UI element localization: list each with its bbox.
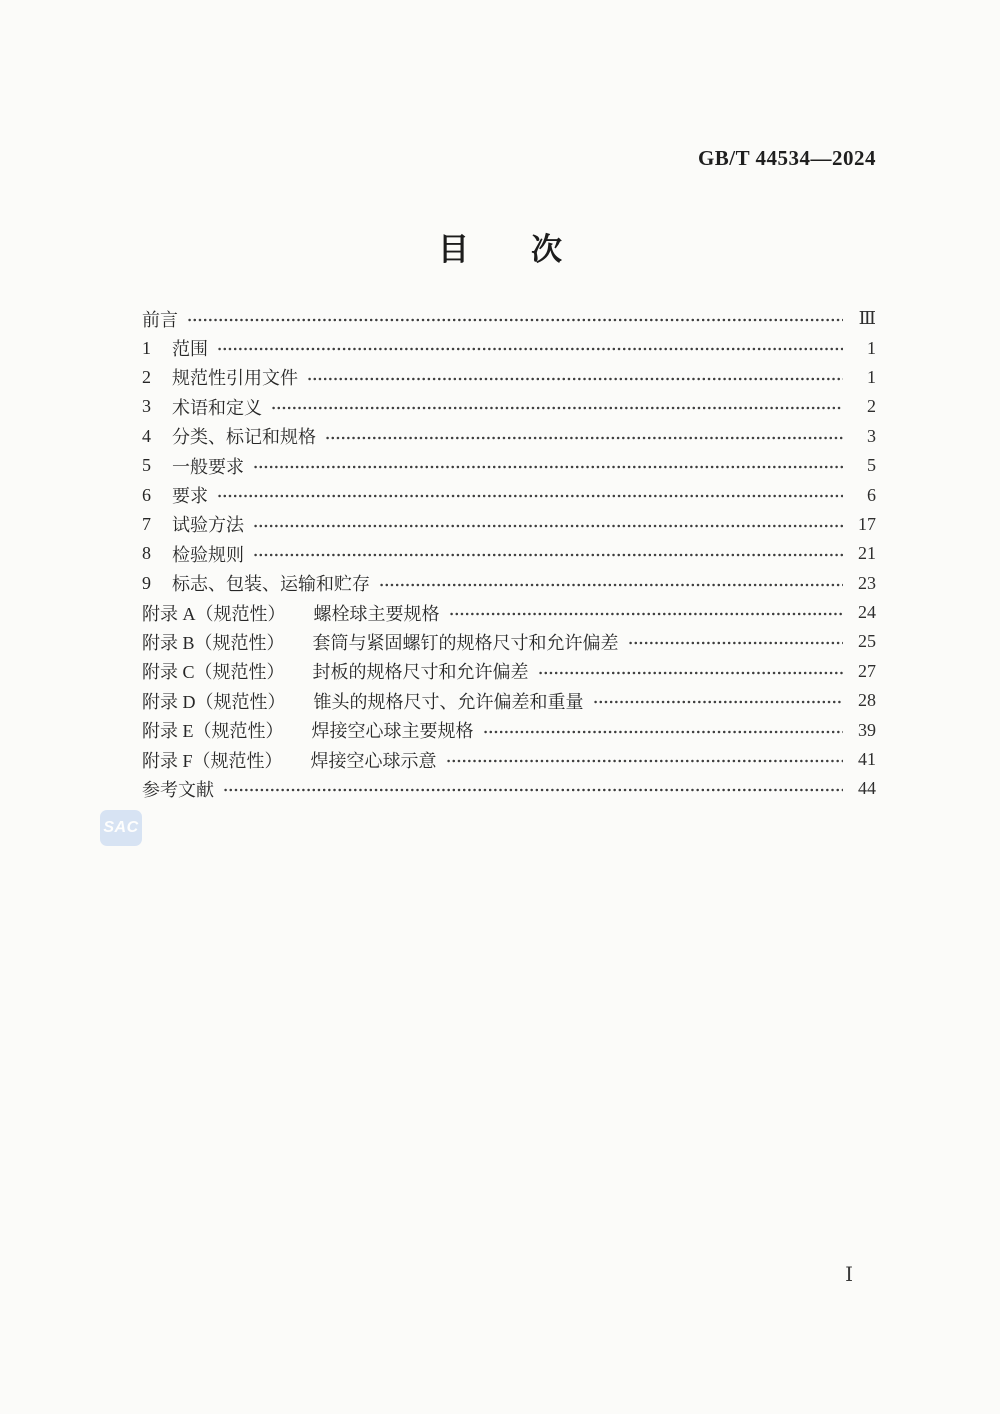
dot-leader (628, 627, 843, 656)
toc-entry-label: 参考文献 (142, 779, 214, 800)
sac-watermark-logo: SAC (100, 810, 142, 846)
toc-entry-label: 焊接空心球主要规格 (311, 721, 474, 742)
toc-entry-label: 规范性引用文件 (172, 368, 298, 389)
toc-entry-prefix: 9 (142, 572, 151, 593)
toc-entry-label: 范围 (172, 339, 208, 360)
toc-entry-prefix: 6 (142, 484, 151, 505)
toc-entry-prefix: 附录 E（规范性） (142, 721, 284, 742)
toc-entry-label: 锥头的规格尺寸、允许偏差和重量 (313, 691, 584, 712)
toc-entry-page: 17 (858, 513, 876, 534)
toc-entry (142, 480, 876, 509)
toc-entry-page: 1 (867, 366, 876, 387)
dot-leader (271, 392, 843, 421)
toc-entry-label: 螺栓球主要规格 (313, 603, 440, 624)
toc-entry-page: 3 (867, 425, 876, 446)
toc-entry-label: 套筒与紧固螺钉的规格尺寸和允许偏差 (312, 632, 619, 653)
toc-entry-prefix: 3 (142, 396, 151, 417)
toc-entry-page: 27 (858, 660, 876, 681)
dot-leader (538, 657, 843, 686)
toc-entry-prefix: 8 (142, 543, 151, 564)
toc-entry-label: 焊接空心球示意 (310, 750, 437, 771)
toc-entry-prefix: 1 (142, 337, 151, 358)
toc-entry (142, 363, 876, 392)
toc-entry-page: 1 (867, 337, 876, 358)
toc-entry-prefix: 附录 D（规范性） (142, 691, 286, 712)
dot-leader (253, 510, 843, 539)
toc-entry (142, 333, 876, 362)
toc-entry (142, 569, 876, 598)
dot-leader (379, 569, 843, 598)
toc-entry-page: 21 (858, 543, 876, 564)
toc-entry-page: 44 (858, 778, 876, 799)
toc-entry (142, 598, 876, 627)
toc-entry-page: 39 (858, 719, 876, 740)
dot-leader (325, 422, 843, 451)
dot-leader (253, 451, 843, 480)
toc-entry-prefix: 附录 C（规范性） (142, 662, 285, 683)
toc-entry-prefix: 4 (142, 425, 151, 446)
toc-entry (142, 715, 876, 744)
toc-entry (142, 745, 876, 774)
toc-entry-label: 分类、标记和规格 (172, 427, 316, 448)
toc-entry (142, 392, 876, 421)
toc-entry-page: Ⅲ (858, 308, 876, 329)
toc-entry-label: 前言 (142, 309, 178, 330)
page-title: 目 次 (438, 232, 562, 267)
toc-entry (142, 774, 876, 803)
toc-entry-label: 封板的规格尺寸和允许偏差 (312, 662, 529, 683)
toc-entry (142, 451, 876, 480)
toc-entry-page: 2 (867, 396, 876, 417)
toc-entry (142, 657, 876, 686)
toc-list (142, 304, 876, 804)
toc-entry-page: 23 (858, 572, 876, 593)
toc-entry-prefix: 附录 A（规范性） (142, 603, 286, 624)
toc-entry-page: 28 (858, 690, 876, 711)
toc-entry (142, 686, 876, 715)
toc-entry-label: 一般要求 (172, 456, 244, 477)
dot-leader (449, 598, 844, 627)
toc-entry-prefix: 7 (142, 513, 151, 534)
toc-entry-page: 41 (858, 749, 876, 770)
toc-entry-prefix: 2 (142, 366, 151, 387)
toc-entry-prefix: 附录 B（规范性） (142, 632, 285, 653)
toc-entry-page: 6 (867, 484, 876, 505)
dot-leader (217, 480, 843, 509)
toc-entry (142, 627, 876, 656)
dot-leader (223, 774, 843, 803)
toc-entry (142, 510, 876, 539)
dot-leader (307, 363, 843, 392)
dot-leader (187, 304, 843, 333)
dot-leader (217, 333, 843, 362)
toc-entry-page: 24 (858, 602, 876, 623)
toc-entry-label: 要求 (172, 486, 208, 507)
toc-entry-label: 试验方法 (172, 515, 244, 536)
toc-entry-page: 5 (867, 455, 876, 476)
toc-entry (142, 539, 876, 568)
standard-number: GB/T 44534—2024 (697, 146, 876, 170)
toc-entry-label: 术语和定义 (172, 397, 262, 418)
toc-entry-page: 25 (858, 631, 876, 652)
toc-entry-label: 标志、包装、运输和贮存 (172, 574, 370, 595)
toc-entry-prefix: 5 (142, 455, 151, 476)
toc-entry (142, 304, 876, 333)
dot-leader (253, 539, 843, 568)
dot-leader (483, 715, 844, 744)
toc-entry-label: 检验规则 (172, 544, 244, 565)
toc-entry-prefix: 附录 F（规范性） (142, 750, 283, 771)
dot-leader (446, 745, 843, 774)
footer-page-number: Ⅰ (845, 1264, 853, 1286)
toc-entry (142, 422, 876, 451)
dot-leader (593, 686, 844, 715)
